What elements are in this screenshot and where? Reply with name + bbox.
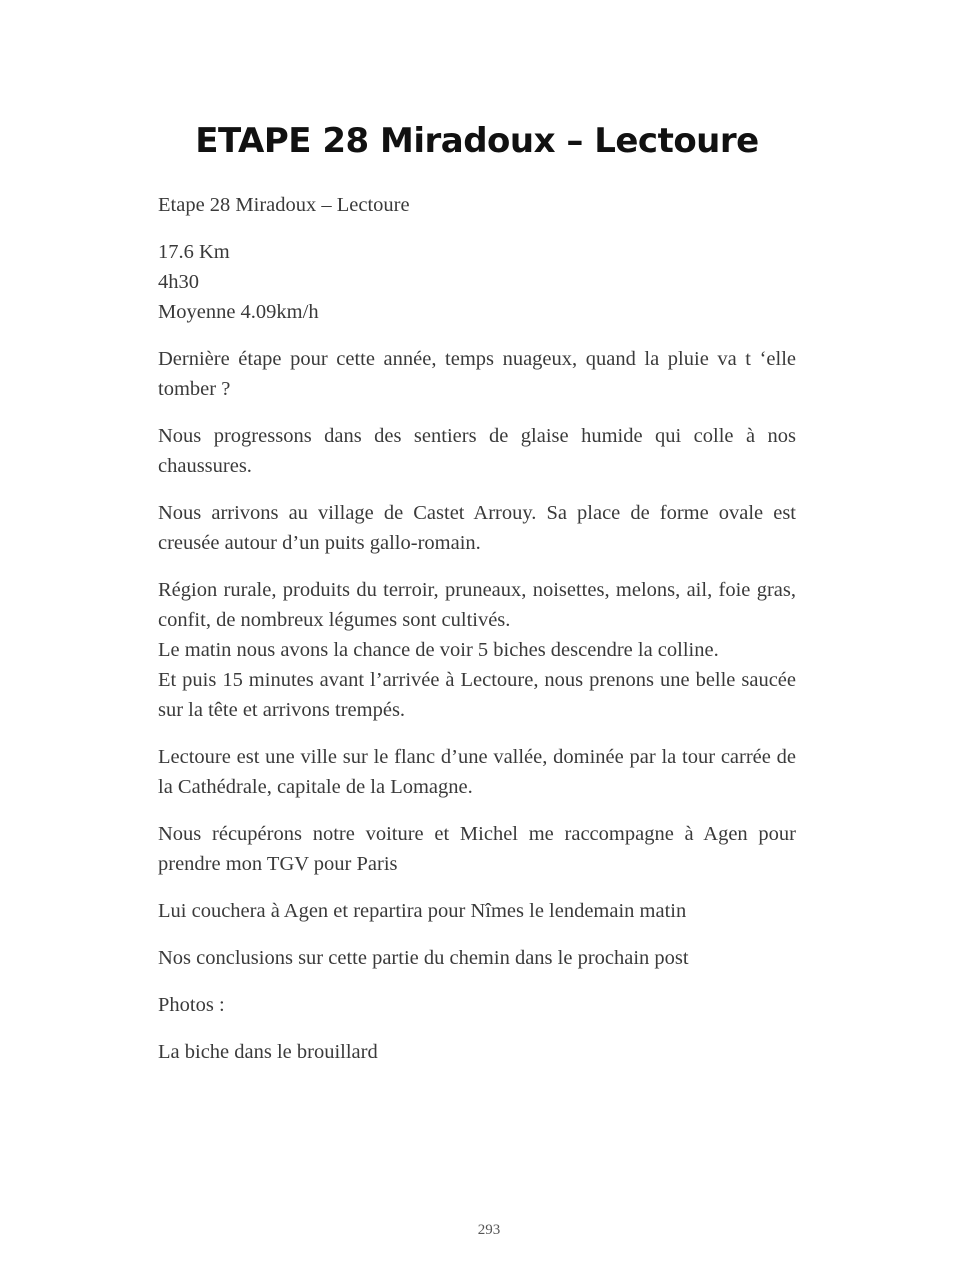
article-body — [158, 190, 796, 1084]
deer-line: Le matin nous avons la chance de voir 5 biches descendre la colline. — [158, 639, 719, 661]
paragraph-region — [158, 575, 796, 725]
distance-stat: 17.6 Km — [158, 241, 230, 263]
paragraph-castet-arrouy: Nous arrivons au village de Castet Arrouy. Sa place de forme ovale est creusée autour d’un puits gallo-romain. — [158, 502, 796, 554]
photo-caption: La biche dans le brouillard — [158, 1041, 378, 1063]
subtitle-paragraph: Etape 28 Miradoux – Lectoure — [158, 194, 410, 216]
page-title: ETAPE 28 Miradoux – Lectoure — [195, 121, 759, 161]
photos-label: Photos : — [158, 994, 225, 1016]
duration-stat: 4h30 — [158, 271, 199, 293]
average-speed-stat: Moyenne 4.09km/h — [158, 301, 319, 323]
paragraph-weather: Dernière étape pour cette année, temps nuageux, quand la pluie va t ‘elle tomber ? — [158, 348, 796, 400]
region-line: Région rurale, produits du terroir, pruneaux, noisettes, melons, ail, foie gras, confit, de nombreux légumes sont cultivés. — [158, 579, 796, 631]
page-number: 293 — [477, 1222, 501, 1238]
paragraph-nimes: Lui couchera à Agen et repartira pour Nîmes le lendemain matin — [158, 900, 687, 922]
paragraph-trails: Nous progressons dans des sentiers de glaise humide qui colle à nos chaussures. — [158, 425, 796, 477]
paragraph-lectoure: Lectoure est une ville sur le flanc d’une vallée, dominée par la tour carrée de la Cathédrale, capitale de la Lomagne. — [158, 746, 796, 798]
paragraph-conclusions: Nos conclusions sur cette partie du chemin dans le prochain post — [158, 947, 689, 969]
stats-paragraph — [158, 237, 796, 327]
paragraph-return: Nous récupérons notre voiture et Michel me raccompagne à Agen pour prendre mon TGV pour Paris — [158, 823, 796, 875]
rain-line: Et puis 15 minutes avant l’arrivée à Lectoure, nous prenons une belle saucée sur la tête et arrivons trempés. — [158, 669, 796, 721]
